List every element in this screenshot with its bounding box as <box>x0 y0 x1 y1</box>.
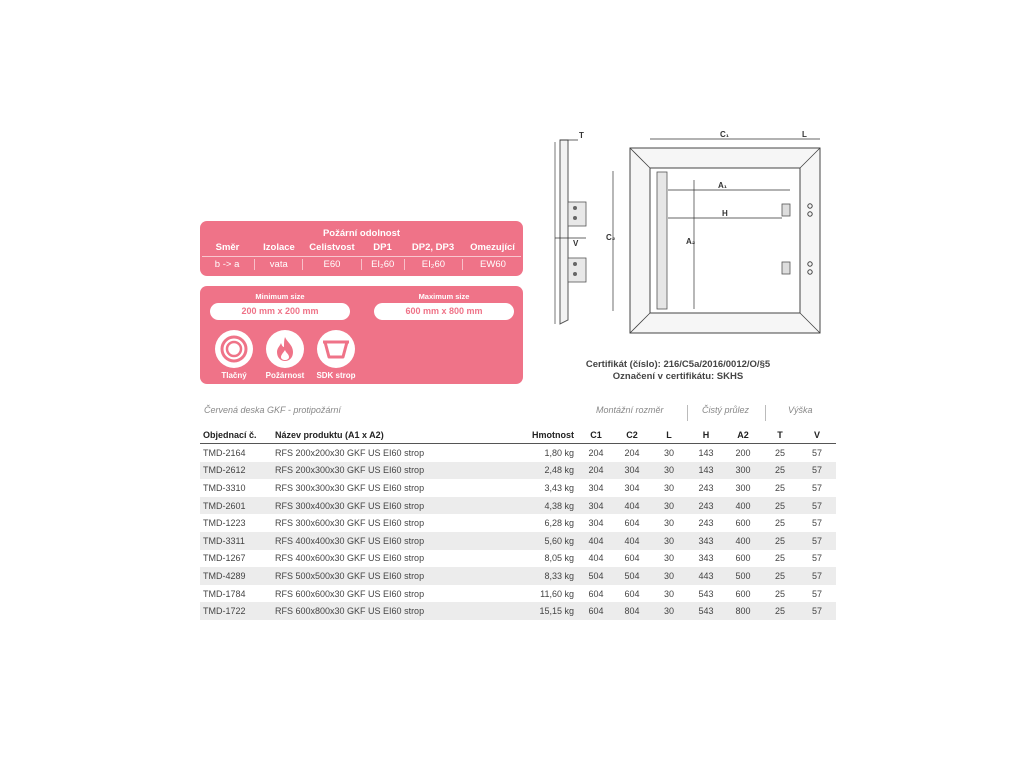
flame-icon <box>266 330 304 368</box>
cell-order-number: TMD-3310 <box>203 482 246 493</box>
col-l: L <box>650 426 688 444</box>
cell-t: 25 <box>774 553 785 564</box>
cell-v: 57 <box>798 602 836 620</box>
table-row <box>200 444 836 462</box>
fire-resistance-divider <box>202 256 521 257</box>
table-row <box>200 532 836 550</box>
cell-h: 343 <box>698 553 714 564</box>
cell-c1: 504 <box>578 567 614 585</box>
cell-a2: 200 <box>735 447 751 458</box>
fire-resistance-values <box>200 259 523 270</box>
cell-weight: 1,80 kg <box>544 447 574 458</box>
cell-l: 30 <box>663 553 674 564</box>
value-direction: b -> a <box>214 259 240 270</box>
cell-v: 57 <box>798 497 836 515</box>
cell-product-name: RFS 200x200x30 GKF US EI60 strop <box>275 447 425 458</box>
group-divider <box>687 405 688 421</box>
cell-h: 143 <box>688 462 724 480</box>
min-size-label: Minimum size <box>255 292 305 301</box>
cell-v: 57 <box>811 482 822 493</box>
cell-a2: 300 <box>724 462 762 480</box>
table-subtitle: Červená deska GKF - protipožární <box>204 405 341 415</box>
cell-v: 57 <box>811 518 822 529</box>
cell-product-name: RFS 400x600x30 GKF US EI60 strop <box>275 553 425 564</box>
cell-a2: 800 <box>724 602 762 620</box>
cell-a2: 400 <box>724 497 762 515</box>
cell-v: 57 <box>811 553 822 564</box>
cell-a2: 600 <box>735 588 751 599</box>
col-t: T <box>762 426 798 444</box>
feature-label-fire: Požárnost <box>265 371 305 380</box>
cell-h: 143 <box>698 447 714 458</box>
header-direction: Směr <box>215 242 240 253</box>
col-v: V <box>798 426 836 444</box>
label-c2: C₂ <box>606 233 616 242</box>
cell-v: 57 <box>798 532 836 550</box>
col-c2: C2 <box>614 426 650 444</box>
cell-h: 243 <box>698 518 714 529</box>
group-divider <box>765 405 766 421</box>
table-row <box>200 567 836 585</box>
cell-order-number: TMD-1784 <box>203 588 246 599</box>
cell-t: 25 <box>762 602 798 620</box>
cell-product-name: RFS 400x400x30 GKF US EI60 strop <box>272 532 522 550</box>
cell-t: 25 <box>762 532 798 550</box>
cell-c1: 204 <box>578 462 614 480</box>
cell-c2: 404 <box>614 532 650 550</box>
cell-l: 30 <box>663 518 674 529</box>
table-header-row <box>200 426 836 444</box>
cell-order-number: TMD-1267 <box>203 553 246 564</box>
product-table <box>200 426 836 620</box>
cell-weight: 15,15 kg <box>522 602 578 620</box>
col-order-number: Objednací č. <box>200 426 272 444</box>
certificate-number: Certifikát (číslo): 216/C5a/2016/0012/O/§5 <box>585 359 771 370</box>
header-dp2-dp3: DP2, DP3 <box>411 242 455 253</box>
cell-product-name: RFS 300x600x30 GKF US EI60 strop <box>275 518 425 529</box>
certificate-info <box>540 359 816 383</box>
label-t: T <box>579 131 584 140</box>
table-row <box>200 462 836 480</box>
pressure-ring-icon <box>215 330 253 368</box>
label-a2: A₂ <box>686 237 696 246</box>
cell-c2: 304 <box>624 482 640 493</box>
cell-product-name: RFS 600x800x30 GKF US EI60 strop <box>272 602 522 620</box>
cell-order-number: TMD-1722 <box>200 602 272 620</box>
cell-weight: 4,38 kg <box>522 497 578 515</box>
fire-resistance-headers <box>200 242 523 253</box>
cell-a2: 600 <box>735 553 751 564</box>
table-row <box>200 514 836 532</box>
cell-t: 25 <box>774 588 785 599</box>
cell-v: 57 <box>798 567 836 585</box>
table-row <box>200 602 836 620</box>
cell-l: 30 <box>650 462 688 480</box>
cell-t: 25 <box>762 462 798 480</box>
value-integrity: E60 <box>302 259 360 270</box>
side-profile-view <box>555 140 586 324</box>
feature-label-pressure: Tlačný <box>221 371 247 380</box>
cell-a2: 500 <box>724 567 762 585</box>
cell-c2: 404 <box>614 497 650 515</box>
cell-h: 443 <box>688 567 724 585</box>
col-weight: Hmotnost <box>522 426 578 444</box>
table-body <box>200 444 836 620</box>
group-height: Výška <box>788 405 813 415</box>
value-insulation: vata <box>254 259 302 270</box>
cell-c2: 504 <box>614 567 650 585</box>
cell-t: 25 <box>762 497 798 515</box>
ceiling-board-icon <box>317 330 355 368</box>
cell-order-number: TMD-2612 <box>200 462 272 480</box>
cell-t: 25 <box>762 567 798 585</box>
max-size-label: Maximum size <box>418 292 470 301</box>
cell-product-name: RFS 300x400x30 GKF US EI60 strop <box>272 497 522 515</box>
cell-l: 30 <box>650 532 688 550</box>
header-insulation: Izolace <box>263 242 295 253</box>
cell-h: 543 <box>688 602 724 620</box>
cell-c1: 204 <box>588 447 604 458</box>
cell-c2: 604 <box>624 588 640 599</box>
cell-t: 25 <box>774 447 785 458</box>
cell-a2: 300 <box>735 482 751 493</box>
cell-product-name: RFS 300x300x30 GKF US EI60 strop <box>275 482 425 493</box>
feature-label-ceiling: SDK strop <box>316 371 356 380</box>
cell-c1: 604 <box>588 588 604 599</box>
header-dp1: DP1 <box>373 242 392 253</box>
cell-l: 30 <box>650 497 688 515</box>
cell-c2: 304 <box>614 462 650 480</box>
cell-order-number: TMD-3311 <box>200 532 272 550</box>
col-a2: A2 <box>724 426 762 444</box>
cell-h: 243 <box>698 482 714 493</box>
cell-v: 57 <box>798 462 836 480</box>
col-product-name: Název produktu (A1 x A2) <box>272 426 522 444</box>
label-a1: A₁ <box>718 181 728 190</box>
table-row <box>200 497 836 515</box>
cell-weight: 6,28 kg <box>544 518 574 529</box>
cell-weight: 3,43 kg <box>544 482 574 493</box>
cell-product-name: RFS 200x300x30 GKF US EI60 strop <box>272 462 522 480</box>
cell-c2: 204 <box>624 447 640 458</box>
cell-h: 343 <box>688 532 724 550</box>
cell-product-name: RFS 500x500x30 GKF US EI60 strop <box>272 567 522 585</box>
size-features-panel <box>200 286 523 384</box>
min-size-value: 200 mm x 200 mm <box>210 303 350 320</box>
table-row <box>200 479 836 497</box>
fire-resistance-panel <box>200 221 523 276</box>
technical-drawing <box>540 128 830 343</box>
value-dp2-dp3: EI₂60 <box>404 259 462 270</box>
label-c1: C₁ <box>720 130 730 139</box>
cell-l: 30 <box>650 602 688 620</box>
cell-c2: 604 <box>624 518 640 529</box>
cell-l: 30 <box>663 482 674 493</box>
col-h: H <box>688 426 724 444</box>
value-limiting: EW60 <box>462 259 523 270</box>
max-size-value: 600 mm x 800 mm <box>374 303 514 320</box>
cell-a2: 600 <box>735 518 751 529</box>
cell-l: 30 <box>650 567 688 585</box>
cell-order-number: TMD-2601 <box>200 497 272 515</box>
cell-l: 30 <box>663 447 674 458</box>
cell-t: 25 <box>774 518 785 529</box>
label-l: L <box>802 130 807 139</box>
cell-c2: 804 <box>614 602 650 620</box>
group-clear-opening: Čistý průlez <box>702 405 750 415</box>
cell-product-name: RFS 600x600x30 GKF US EI60 strop <box>275 588 425 599</box>
cell-c1: 304 <box>588 518 604 529</box>
cell-weight: 2,48 kg <box>522 462 578 480</box>
label-h: H <box>722 209 728 218</box>
value-dp1: EI₂60 <box>361 259 404 270</box>
cell-order-number: TMD-1223 <box>203 518 246 529</box>
cell-l: 30 <box>663 588 674 599</box>
table-row <box>200 585 836 603</box>
cell-h: 243 <box>688 497 724 515</box>
front-view <box>630 148 820 333</box>
cell-v: 57 <box>811 588 822 599</box>
cell-order-number: TMD-4289 <box>200 567 272 585</box>
label-v: V <box>573 239 579 248</box>
cell-weight: 5,60 kg <box>522 532 578 550</box>
cell-weight: 8,33 kg <box>522 567 578 585</box>
cell-c1: 304 <box>578 497 614 515</box>
cell-c1: 404 <box>588 553 604 564</box>
certificate-designation: Označení v certifikátu: SKHS <box>612 371 744 382</box>
cell-c1: 304 <box>588 482 604 493</box>
header-integrity: Celistvost <box>309 242 355 253</box>
fire-resistance-title: Požární odolnost <box>322 228 401 239</box>
cell-t: 25 <box>774 482 785 493</box>
table-row <box>200 550 836 568</box>
header-limiting: Omezující <box>470 242 515 253</box>
cell-c1: 404 <box>578 532 614 550</box>
group-mounting-size: Montážní rozměr <box>596 405 664 415</box>
cell-weight: 11,60 kg <box>540 588 574 599</box>
cell-a2: 400 <box>724 532 762 550</box>
cell-order-number: TMD-2164 <box>203 447 246 458</box>
cell-h: 543 <box>698 588 714 599</box>
cell-weight: 8,05 kg <box>544 553 574 564</box>
col-c1: C1 <box>578 426 614 444</box>
cell-c2: 604 <box>624 553 640 564</box>
cell-v: 57 <box>811 447 822 458</box>
cell-c1: 604 <box>578 602 614 620</box>
